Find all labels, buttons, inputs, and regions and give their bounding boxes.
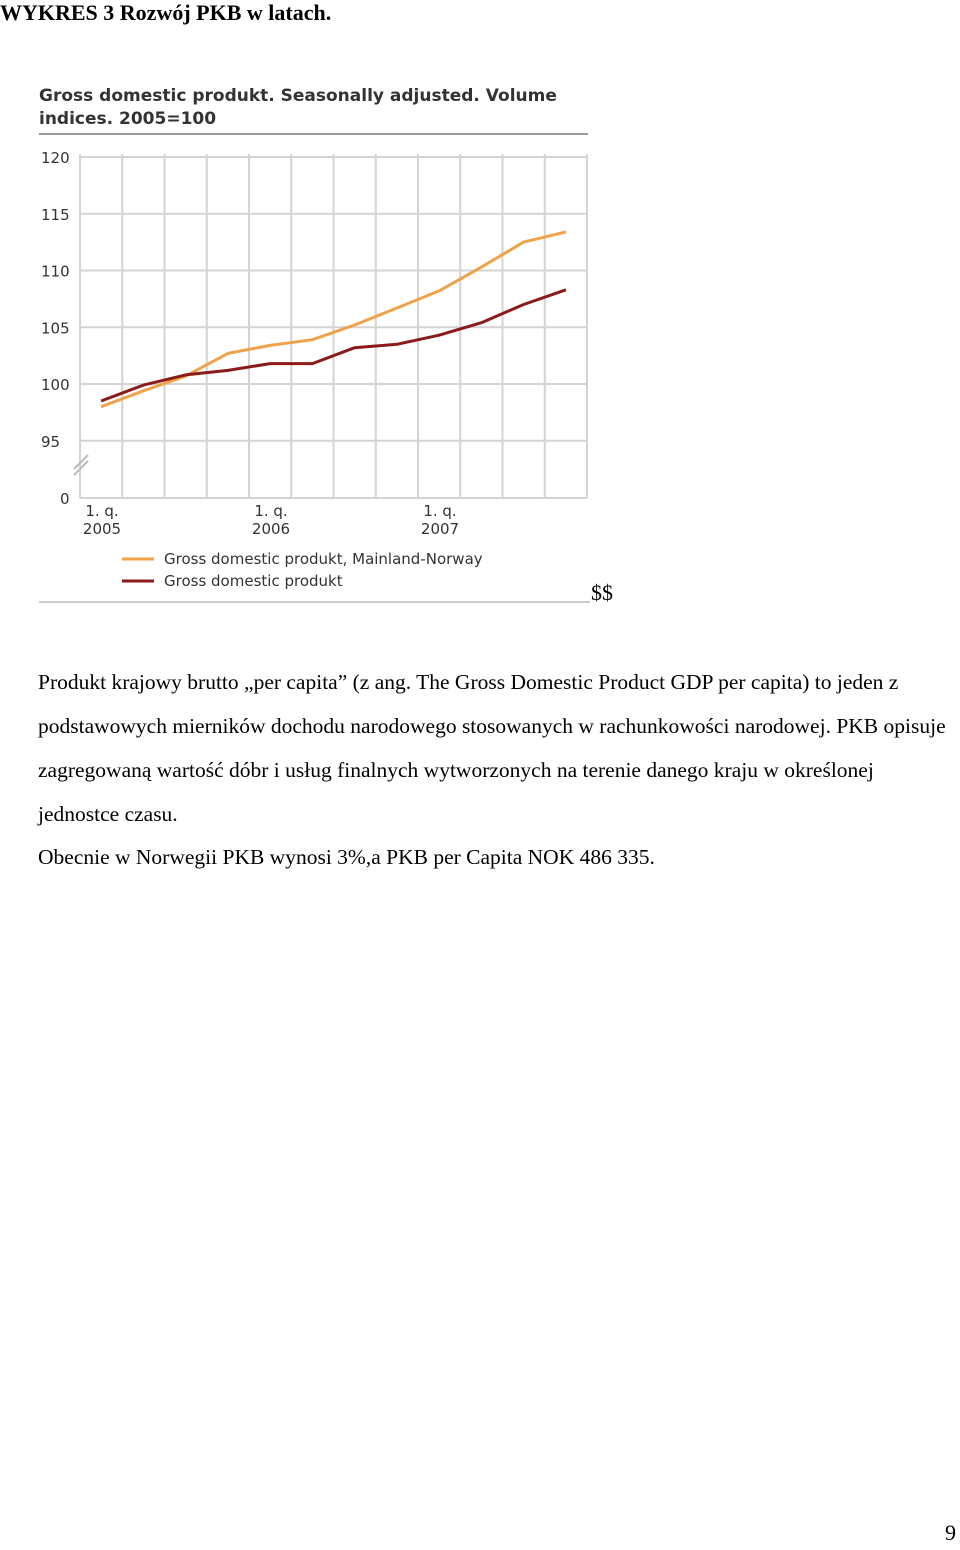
x-tick-label-year: 2007 (420, 520, 460, 538)
chart-title-line2: indices. 2005=100 (39, 109, 217, 129)
y-tick-label: 105 (41, 319, 70, 338)
x-tick-label-quarter: 1. q. (85, 502, 119, 520)
gdp-line-chart (30, 70, 630, 610)
x-tick-label-year: 2006 (251, 520, 291, 538)
y-tick-label: 110 (41, 262, 70, 281)
y-tick-label: 95 (41, 432, 61, 451)
x-tick-label-year: 2005 (82, 520, 122, 538)
gdp-chart (30, 70, 630, 610)
x-tick-label-quarter: 1. q. (254, 502, 288, 520)
legend-label-2: Gross domestic produkt (164, 572, 343, 590)
page-number: 9 (945, 1520, 956, 1545)
paragraph-norway-gdp: Obecnie w Norwegii PKB wynosi 3%,a PKB per Capita NOK 486 335. (38, 845, 655, 869)
page-heading: WYKRES 3 Rozwój PKB w latach. (0, 0, 332, 25)
chart-title-line1: Gross domestic produkt. Seasonally adjusted. Volume (39, 86, 557, 106)
y-tick-label: 115 (41, 205, 70, 224)
paragraph-gdp-definition: Produkt krajowy brutto „per capita” (z ang. The Gross Domestic Product GDP per capita) to jeden z podstawowych mierników dochodu narodowego stosowanych w rachunkowości narodowej. PKB opisuje zagregowaną wartość dóbr i usług finalnych wytworzonych na terenie danego kraju w określonej jednostce czasu. (38, 670, 946, 826)
legend-label-1: Gross domestic produkt, Mainland-Norway (164, 550, 483, 568)
x-tick-label-quarter: 1. q. (423, 502, 457, 520)
y-tick-label: 120 (41, 149, 70, 167)
y-tick-label-zero: 0 (60, 490, 70, 508)
dollar-mark: $$ (591, 580, 613, 605)
y-tick-label: 100 (41, 376, 70, 394)
